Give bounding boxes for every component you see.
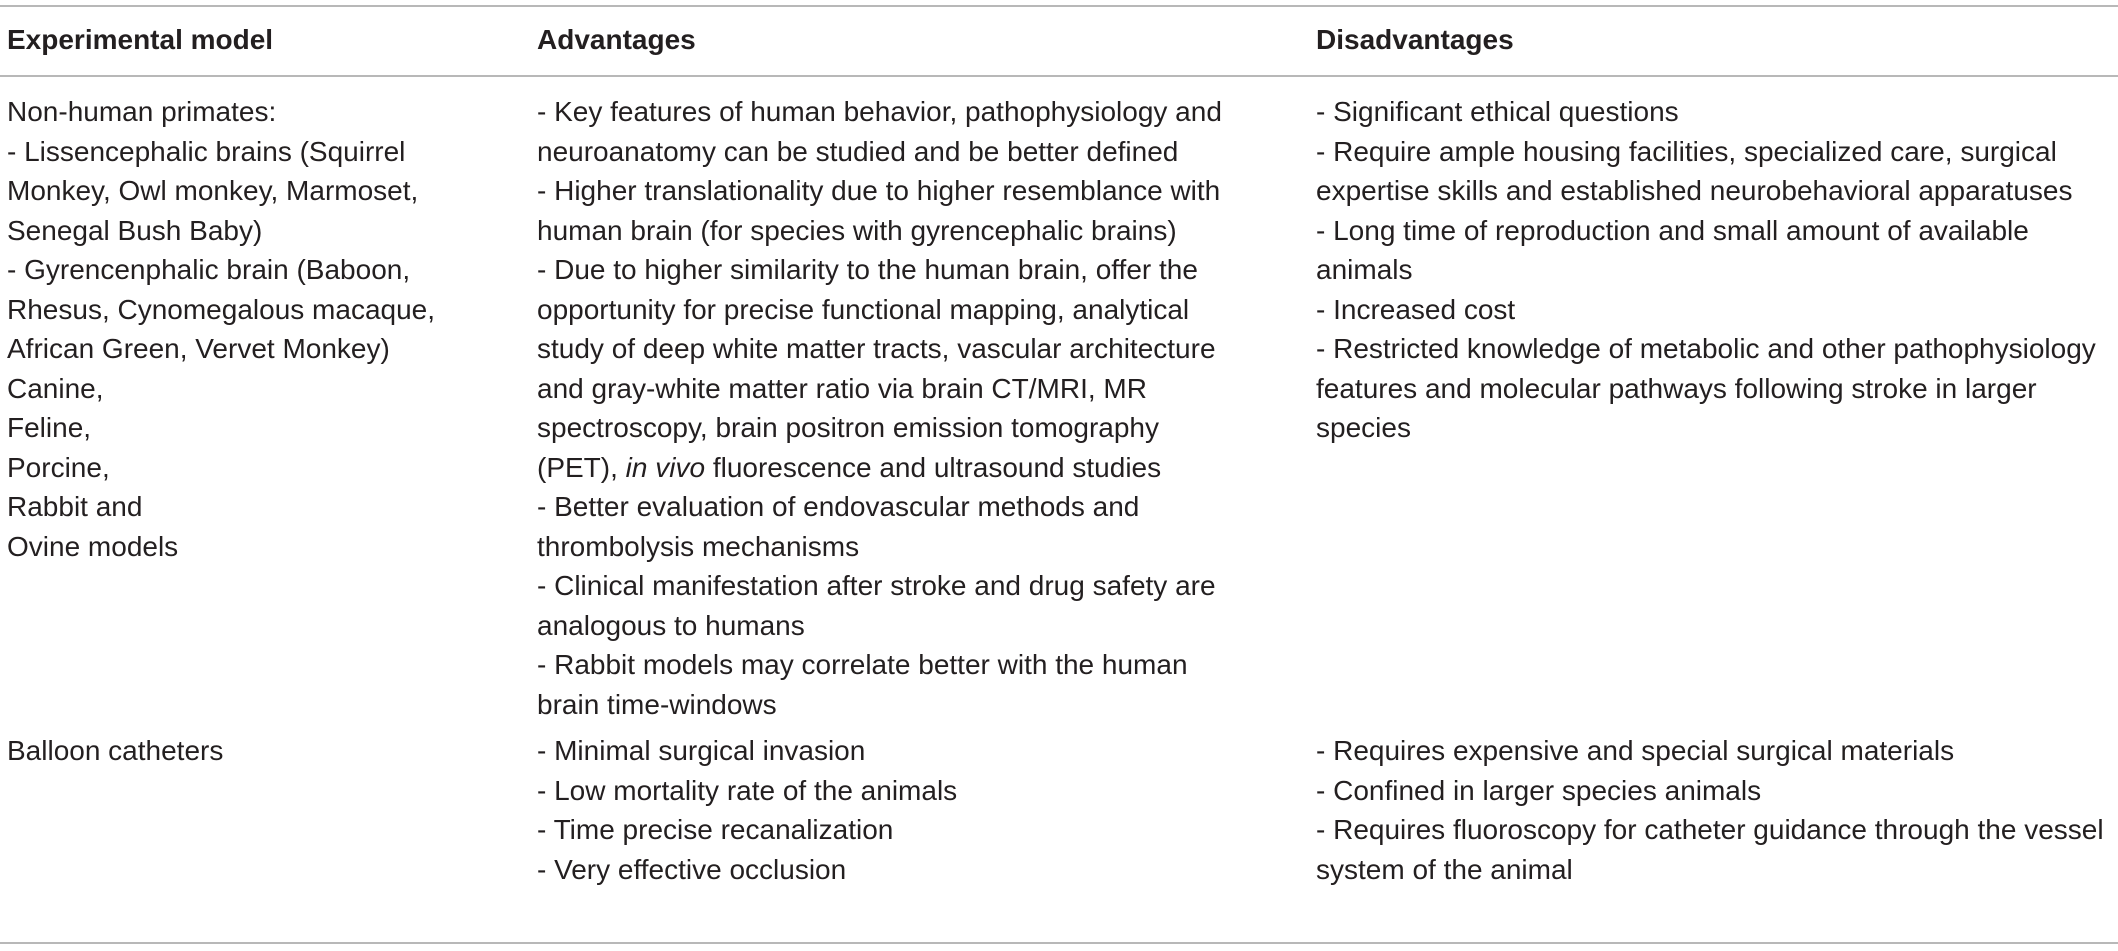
row1-disadvantages-line: - Require ample housing facilities, specialized care, surgical — [1316, 135, 2057, 167]
row1-advantages-line: opportunity for precise functional mapping, analytical — [537, 293, 1190, 325]
row1-advantages-line: - Rabbit models may correlate better with the human — [537, 649, 1188, 680]
row1-advantages-line: - Higher translationality due to higher resemblance with — [537, 175, 1221, 206]
row1-model-line: Senegal Bush Baby) — [7, 214, 263, 246]
header-advantages: Advantages — [537, 24, 696, 55]
row1-disadvantages-line: - Significant ethical questions — [1316, 96, 1679, 127]
table-header-rule — [0, 75, 2118, 77]
row1-advantages-line: spectroscopy, brain positron emission tomography — [537, 412, 1160, 443]
row2-advantages-line: - Minimal surgical invasion — [537, 735, 866, 766]
row1-disadvantages-line: - Restricted knowledge of metabolic and other pathophysiology — [1316, 333, 2096, 364]
row2-model-cell — [7, 731, 527, 771]
table-bottom-rule — [0, 942, 2118, 944]
row1-disadvantages-line: - Long time of reproduction and small amount of available — [1316, 214, 2029, 246]
header-disadvantages: Disadvantages — [1316, 24, 1514, 55]
row1-model-cell — [7, 92, 527, 566]
row2-disadvantages-cell — [1316, 731, 2116, 889]
row2-advantages-cell — [537, 731, 1237, 889]
row1-advantages-line: - Due to higher similarity to the human brain, offer the — [537, 254, 1198, 285]
row1-model-line: - Lissencephalic brains (Squirrel — [7, 135, 406, 167]
row1-disadvantages-line: - Increased cost — [1316, 293, 1516, 325]
row1-model-line: Ovine models — [7, 530, 179, 562]
row1-disadvantages-line: species — [1316, 412, 1411, 443]
row1-advantages-line-mixed — [537, 448, 1237, 488]
row1-model-line: Monkey, Owl monkey, Marmoset, — [7, 175, 419, 206]
row1-advantages-line: analogous to humans — [537, 609, 805, 641]
row1-advantages-line: - Better evaluation of endovascular methods and — [537, 491, 1140, 522]
row2-disadvantages-line: system of the animal — [1316, 853, 1573, 885]
row1-model-line: African Green, Vervet Monkey) — [7, 333, 390, 364]
row1-advantages-line: study of deep white matter tracts, vascular architecture — [537, 333, 1216, 364]
row2-advantages-line: - Time precise recanalization — [537, 814, 894, 845]
row2-disadvantages-line: - Requires fluoroscopy for catheter guidance through the vessel — [1316, 814, 2104, 845]
advantages-text-fragment: (PET), — [537, 451, 626, 483]
row1-advantages-line: brain time-windows — [537, 688, 777, 720]
header-experimental-model: Experimental model — [7, 24, 274, 55]
row1-disadvantages-line: features and molecular pathways following stroke in larger — [1316, 372, 2037, 404]
row1-advantages-line: human brain (for species with gyrencephalic brains) — [537, 214, 1177, 246]
row1-disadvantages-line: expertise skills and established neurobehavioral apparatuses — [1316, 175, 2073, 206]
row1-model-line: Canine, — [7, 372, 104, 404]
table-top-rule — [0, 5, 2118, 7]
row1-advantages-line: - Key features of human behavior, pathophysiology and — [537, 96, 1222, 127]
row2-disadvantages-line: - Requires expensive and special surgical materials — [1316, 735, 1955, 766]
row2-disadvantages-line: - Confined in larger species animals — [1316, 774, 1762, 806]
row1-model-line: Rabbit and — [7, 491, 143, 522]
row1-advantages-line: neuroanatomy can be studied and be better defined — [537, 135, 1179, 167]
row1-model-line: Feline, — [7, 412, 92, 443]
row1-disadvantages-cell — [1316, 92, 2116, 448]
row1-advantages-line: and gray-white matter ratio via brain CT/MRI, MR — [537, 372, 1147, 404]
row1-advantages-cell — [537, 92, 1237, 724]
row1-model-line: Non-human primates: — [7, 96, 277, 127]
row2-advantages-line: - Very effective occlusion — [537, 853, 847, 885]
row2-advantages-line: - Low mortality rate of the animals — [537, 774, 958, 806]
row2-model-line: Balloon catheters — [7, 735, 224, 766]
row1-model-line: Porcine, — [7, 451, 110, 483]
row1-advantages-line: - Clinical manifestation after stroke and drug safety are — [537, 570, 1216, 601]
row1-model-line: Rhesus, Cynomegalous macaque, — [7, 293, 436, 325]
advantages-text-fragment: fluorescence and ultrasound studies — [705, 451, 1162, 483]
row1-disadvantages-line: animals — [1316, 254, 1413, 285]
row1-advantages-line: thrombolysis mechanisms — [537, 530, 860, 562]
in-vivo-italic: in vivo — [625, 451, 706, 483]
row1-model-line: - Gyrencenphalic brain (Baboon, — [7, 254, 411, 285]
